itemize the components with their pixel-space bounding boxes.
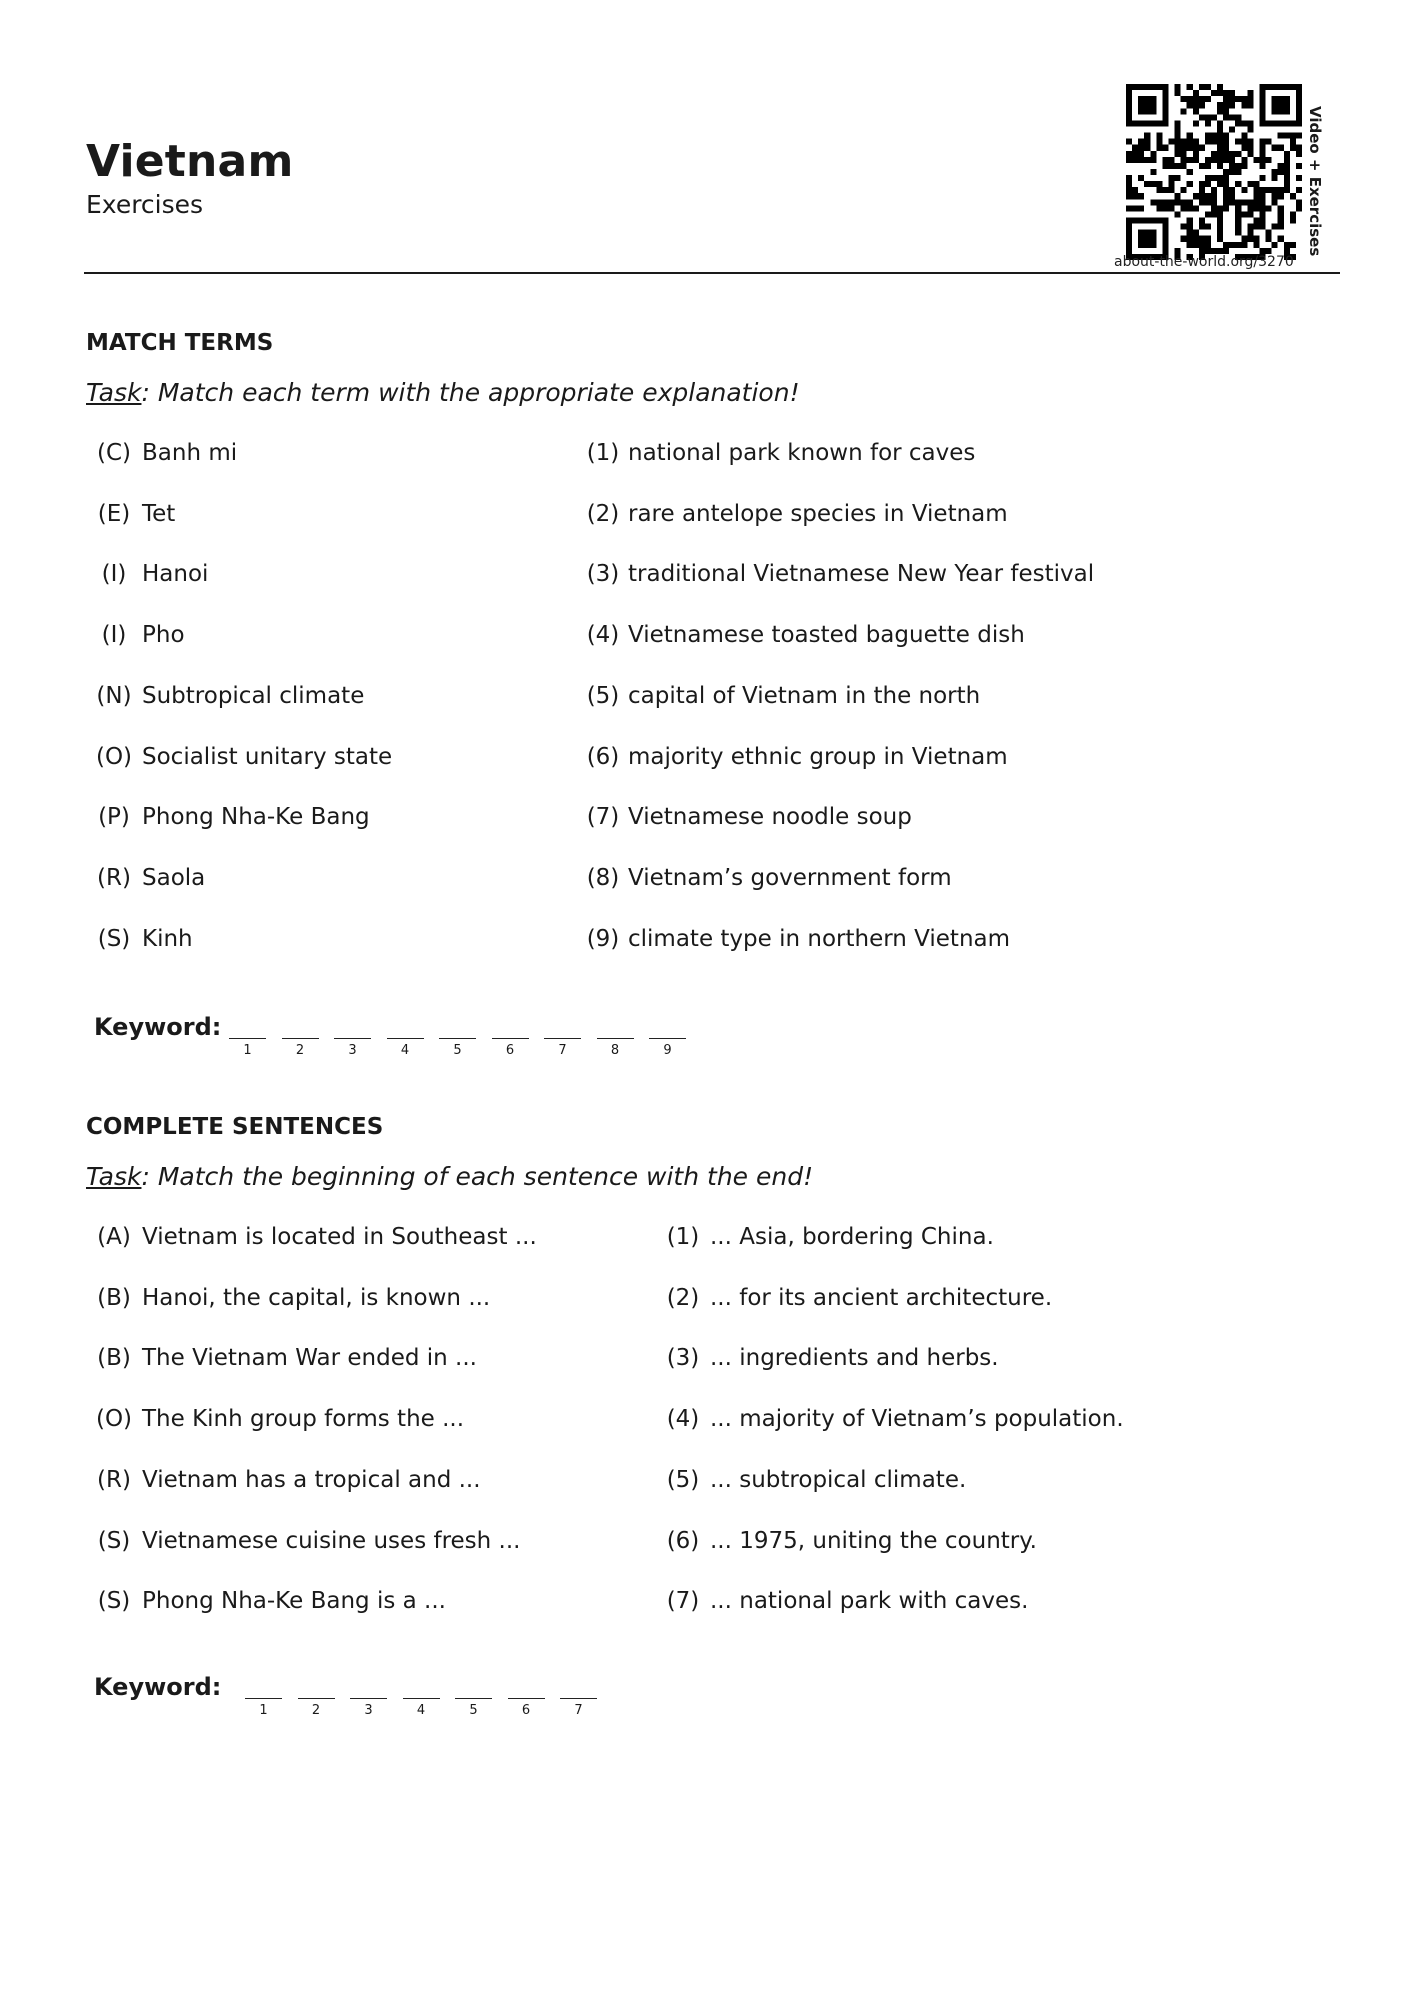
item-marker: (7) [666, 1588, 700, 1615]
keyword-blank[interactable] [649, 1038, 686, 1039]
sentence-beginning-row [94, 1528, 521, 1554]
term-row [94, 926, 193, 952]
term-row [94, 683, 364, 709]
item-marker: (9) [586, 925, 620, 952]
keyword-blank[interactable] [387, 1038, 424, 1039]
item-text: ... subtropical climate. [710, 1466, 967, 1493]
explanation-row [586, 561, 1094, 587]
item-text: ... 1975, uniting the country. [710, 1527, 1037, 1554]
item-marker: (B) [97, 1284, 131, 1311]
keyword-blank-number: 5 [469, 1703, 478, 1718]
keyword-blank[interactable] [282, 1038, 319, 1039]
keyword-blank-number: 1 [259, 1703, 268, 1718]
sentence-ending-row [664, 1285, 1052, 1311]
item-marker: (A) [97, 1224, 131, 1250]
task-text: : Match each term with the appropriate explanation! [141, 378, 800, 407]
keyword-blank[interactable] [439, 1038, 476, 1039]
item-text: Vietnam is located in Southeast ... [142, 1224, 537, 1250]
term-row [94, 561, 208, 587]
item-text: Saola [142, 864, 206, 891]
explanation-row [586, 926, 1010, 952]
explanation-row [586, 804, 912, 830]
item-text: ... ingredients and herbs. [710, 1345, 999, 1372]
keyword-blank-number: 2 [295, 1043, 305, 1058]
sentence-ending-row [664, 1224, 994, 1250]
item-text: Vietnam has a tropical and ... [142, 1466, 481, 1493]
item-text: capital of Vietnam in the north [628, 682, 981, 709]
item-text: The Vietnam War ended in ... [142, 1345, 477, 1372]
item-text: national park known for caves [628, 440, 976, 466]
keyword-blank[interactable] [245, 1698, 282, 1699]
keyword-blank[interactable] [229, 1038, 266, 1039]
term-row [94, 744, 392, 770]
item-text: ... for its ancient architecture. [710, 1284, 1053, 1311]
complete-sentences-heading: COMPLETE SENTENCES [86, 1114, 384, 1140]
item-marker: (3) [666, 1345, 700, 1372]
match-terms-task [86, 378, 800, 407]
term-row [94, 622, 185, 648]
term-row [94, 804, 370, 830]
term-row [94, 865, 205, 891]
page-subtitle: Exercises [86, 190, 204, 219]
item-marker: (8) [586, 864, 620, 891]
keyword-blank-number: 7 [558, 1043, 567, 1058]
match-terms-heading: MATCH TERMS [86, 330, 274, 356]
item-marker: (R) [97, 1466, 131, 1493]
sentence-beginning-row [94, 1285, 490, 1311]
item-text: traditional Vietnamese New Year festival [628, 561, 1095, 588]
item-text: Banh mi [142, 440, 238, 466]
keyword-blank[interactable] [508, 1698, 545, 1699]
item-text: Vietnam’s government form [628, 864, 952, 891]
item-text: ... national park with caves. [710, 1588, 1029, 1615]
item-marker: (E) [97, 500, 131, 527]
keyword-blank-number: 7 [574, 1703, 583, 1718]
explanation-row [586, 683, 980, 709]
sentence-ending-row [664, 1467, 966, 1493]
item-text: climate type in northern Vietnam [628, 925, 1011, 952]
sentence-ending-row [664, 1528, 1037, 1554]
item-text: rare antelope species in Vietnam [628, 500, 1008, 527]
item-marker: (3) [586, 561, 620, 588]
explanation-row [586, 501, 1008, 527]
qr-url: about-the-world.org/3270 [1114, 254, 1294, 270]
explanation-row [586, 440, 975, 466]
item-marker: (I) [101, 561, 127, 588]
item-text: Subtropical climate [142, 682, 365, 709]
keyword-blank[interactable] [334, 1038, 371, 1039]
item-text: majority ethnic group in Vietnam [628, 743, 1008, 770]
item-text: Phong Nha-Ke Bang is a ... [142, 1588, 446, 1615]
complete-sentences-task [86, 1162, 813, 1191]
keyword-blank-number: 4 [400, 1043, 410, 1058]
keyword-blank[interactable] [560, 1698, 597, 1699]
keyword-blank[interactable] [455, 1698, 492, 1699]
keyword-label-2: Keyword: [94, 1673, 222, 1701]
item-marker: (I) [101, 622, 127, 649]
page-title: Vietnam [86, 136, 294, 187]
item-marker: (C) [96, 440, 131, 466]
item-marker: (P) [98, 804, 130, 831]
sentence-ending-row [664, 1345, 999, 1371]
item-marker: (2) [586, 500, 620, 527]
item-marker: (4) [586, 622, 620, 649]
keyword-blank[interactable] [403, 1698, 440, 1699]
item-marker: (6) [666, 1527, 700, 1554]
sentence-ending-row [664, 1406, 1124, 1432]
task-label: Task [86, 378, 142, 407]
item-text: Hanoi [142, 561, 209, 588]
item-text: Vietnamese cuisine uses fresh ... [142, 1527, 521, 1554]
sentence-beginning-row [94, 1224, 537, 1250]
keyword-blank[interactable] [597, 1038, 634, 1039]
item-text: Vietnamese toasted baguette dish [628, 622, 1025, 649]
item-marker: (5) [666, 1466, 700, 1493]
item-marker: (S) [97, 925, 131, 952]
keyword-blank-number: 1 [243, 1043, 252, 1058]
keyword-blank-number: 6 [521, 1703, 531, 1718]
item-text: Pho [142, 622, 185, 649]
task-text: : Match the beginning of each sentence with the end! [141, 1162, 814, 1191]
item-marker: (1) [586, 440, 620, 466]
sentence-beginning-row [94, 1588, 446, 1614]
item-text: Socialist unitary state [142, 743, 393, 770]
sentence-beginning-row [94, 1406, 464, 1432]
sentence-beginning-row [94, 1345, 477, 1371]
item-marker: (O) [95, 743, 133, 770]
sentence-beginning-row [94, 1467, 481, 1493]
keyword-blank[interactable] [350, 1698, 387, 1699]
item-marker: (1) [666, 1224, 700, 1250]
keyword-blank[interactable] [544, 1038, 581, 1039]
explanation-row [586, 744, 1008, 770]
item-text: Phong Nha-Ke Bang [142, 804, 370, 831]
header-divider [84, 272, 1340, 274]
sentence-ending-row [664, 1588, 1028, 1614]
item-marker: (O) [95, 1406, 133, 1433]
item-marker: (S) [97, 1527, 131, 1554]
item-marker: (7) [586, 804, 620, 831]
keyword-blank[interactable] [298, 1698, 335, 1699]
keyword-blank-number: 5 [453, 1043, 462, 1058]
item-marker: (6) [586, 743, 620, 770]
explanation-row [586, 865, 952, 891]
keyword-blank-number: 8 [610, 1043, 620, 1058]
item-marker: (R) [97, 864, 131, 891]
item-text: ... Asia, bordering China. [710, 1224, 994, 1250]
keyword-blank-number: 2 [311, 1703, 321, 1718]
item-marker: (2) [666, 1284, 700, 1311]
explanation-row [586, 622, 1025, 648]
keyword-blank-number: 3 [348, 1043, 357, 1058]
item-text: The Kinh group forms the ... [142, 1406, 465, 1433]
item-marker: (4) [666, 1406, 700, 1433]
item-text: Vietnamese noodle soup [628, 804, 912, 831]
item-marker: (S) [97, 1588, 131, 1615]
item-text: Hanoi, the capital, is known ... [142, 1284, 491, 1311]
item-marker: (N) [96, 682, 132, 709]
item-text: ... majority of Vietnam’s population. [710, 1406, 1124, 1433]
keyword-label-1: Keyword: [94, 1013, 222, 1041]
qr-code-icon[interactable] [1126, 84, 1302, 260]
keyword-blank-number: 4 [416, 1703, 426, 1718]
term-row [94, 501, 175, 527]
keyword-blank[interactable] [492, 1038, 529, 1039]
keyword-blank-number: 9 [663, 1043, 672, 1058]
item-marker: (B) [97, 1345, 131, 1372]
keyword-blank-number: 3 [364, 1703, 373, 1718]
item-text: Kinh [142, 925, 193, 952]
item-marker: (5) [586, 682, 620, 709]
item-text: Tet [142, 500, 176, 527]
keyword-blank-number: 6 [505, 1043, 515, 1058]
task-label: Task [86, 1162, 142, 1191]
term-row [94, 440, 237, 466]
video-exercises-label: Video + Exercises [1306, 106, 1324, 257]
